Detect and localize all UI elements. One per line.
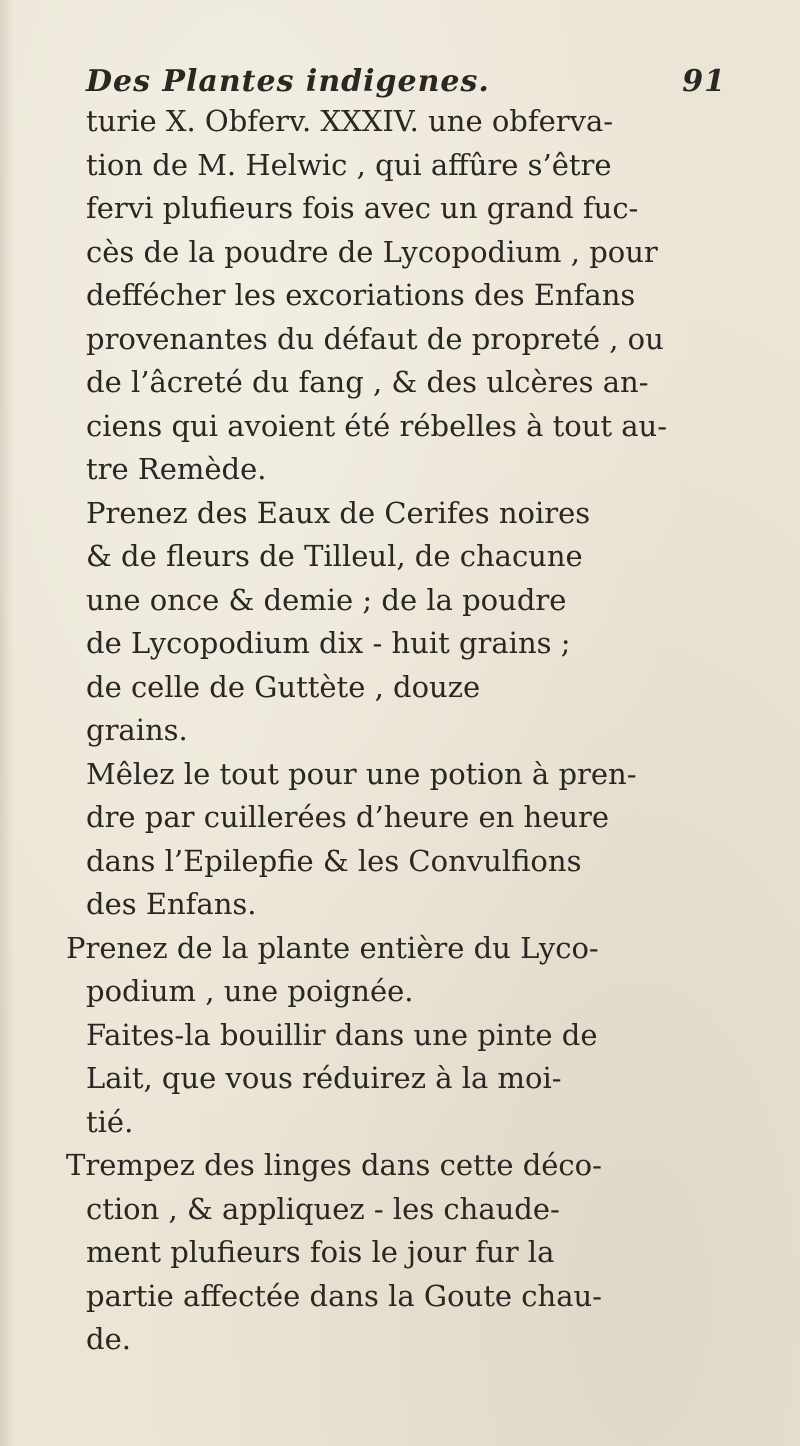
running-head — [86, 62, 726, 102]
text-line: ciens qui avoient été rébelles à tout au- — [86, 408, 668, 443]
text-line: dre par cuillerées d’heure en heure — [86, 800, 610, 834]
text-line: & de fleurs de Tilleul, de chacune — [86, 539, 583, 573]
text-line: tre Remède. — [86, 452, 267, 486]
text-line: fervi plufieurs fois avec un grand fuc- — [86, 191, 639, 225]
text-line: de Lycopodium dix - huit grains ; — [86, 626, 571, 660]
text-line: tié. — [86, 1104, 134, 1139]
running-title: Des Plantes indigenes. — [86, 64, 490, 99]
text-line: une once & demie ; de la poudre — [86, 582, 567, 617]
text-line: cès de la poudre de Lycopodium , pour — [86, 234, 658, 269]
text-line: deffécher les excoriations des Enfans — [86, 278, 636, 312]
body-text — [64, 100, 744, 1362]
text-line: de. — [86, 1322, 131, 1356]
text-line: provenantes du défaut de propreté , ou — [86, 321, 664, 356]
binding-shadow — [0, 0, 14, 1446]
text-line: tion de M. Helwic , qui affûre s’être — [86, 147, 612, 182]
text-line: de celle de Guttète , douze — [86, 669, 481, 704]
text-line: grains. — [86, 713, 188, 747]
page-number: 91 — [682, 64, 726, 99]
text-line: dans l’Epilepfie & les Convulfions — [86, 843, 582, 878]
text-line: des Enfans. — [86, 887, 257, 921]
text-line: partie affectée dans la Goute chau- — [86, 1278, 602, 1313]
text-line: Mêlez le tout pour une potion à pren- — [86, 756, 637, 791]
text-line: Trempez des linges dans cette déco- — [66, 1148, 602, 1182]
text-line: ction , & appliquez - les chaude- — [86, 1191, 560, 1226]
text-line: turie X. Obferv. XXXIV. une obferva- — [86, 104, 614, 138]
text-line: de l’âcreté du fang , & des ulcères an- — [86, 365, 649, 399]
text-line: Lait, que vous réduirez à la moi- — [86, 1061, 562, 1095]
text-line: ment plufieurs fois le jour fur la — [86, 1235, 555, 1269]
text-line: podium , une poignée. — [86, 974, 414, 1008]
text-line: Prenez des Eaux de Cerifes noires — [86, 495, 591, 530]
text-line: Faites-la bouillir dans une pinte de — [86, 1017, 598, 1052]
text-line: Prenez de la plante entière du Lyco- — [66, 930, 599, 965]
